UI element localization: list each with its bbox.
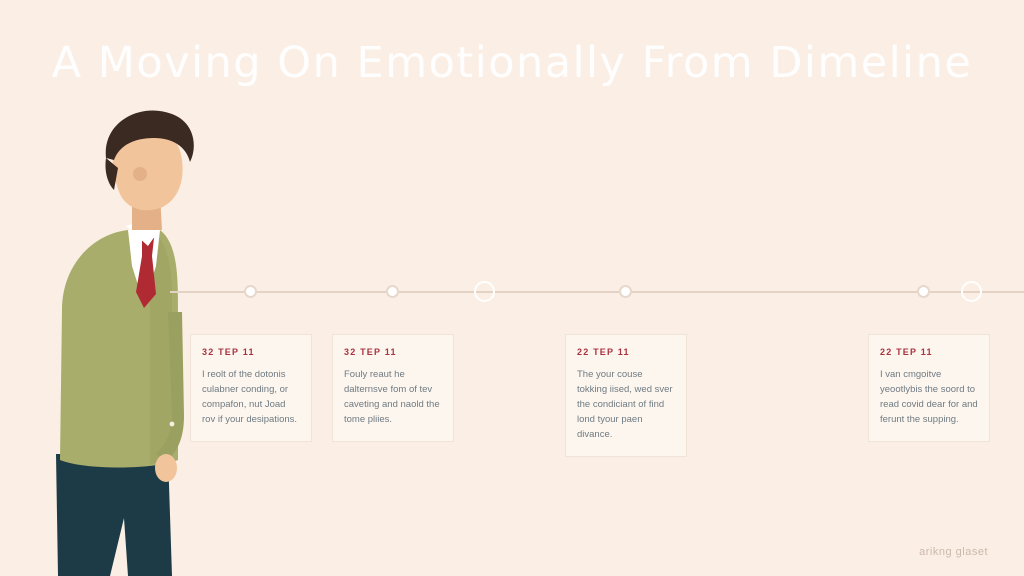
timeline-card[interactable] — [190, 334, 312, 442]
timeline-node[interactable] — [961, 281, 982, 302]
card-step-label: 32 TEP 11 — [202, 347, 255, 357]
timeline-axis — [170, 291, 1024, 293]
card-step-label: 32 TEP 11 — [344, 347, 397, 357]
timeline-node[interactable] — [474, 281, 495, 302]
card-step-label: 22 TEP 11 — [577, 347, 630, 357]
page-title: A Moving On Emotionally From Dimeline — [51, 38, 973, 88]
card-body-text: Fouly reaut he dalternsve fom of tev caveting and naold the tome pliies. — [344, 369, 440, 425]
card-step-label: 22 TEP 11 — [880, 347, 933, 357]
footer-caption: arikng glaset — [919, 546, 988, 558]
timeline-node[interactable] — [386, 285, 399, 298]
timeline-node[interactable] — [244, 285, 257, 298]
timeline-card[interactable] — [868, 334, 990, 442]
timeline-card[interactable] — [332, 334, 454, 442]
timeline-node[interactable] — [619, 285, 632, 298]
timeline-node[interactable] — [917, 285, 930, 298]
card-body-text: I van cmgoitve yeootlybis the soord to read covid dear for and ferunt the supping. — [880, 369, 978, 425]
card-body-text: I reolt of the dotonis culabner conding, or compafon, nut Joad rov if your desipations. — [202, 369, 298, 425]
card-body-text: The your couse tokking iised, wed sver the condiciant of find lond tyour paen divance. — [577, 369, 673, 440]
timeline-card[interactable] — [565, 334, 687, 457]
